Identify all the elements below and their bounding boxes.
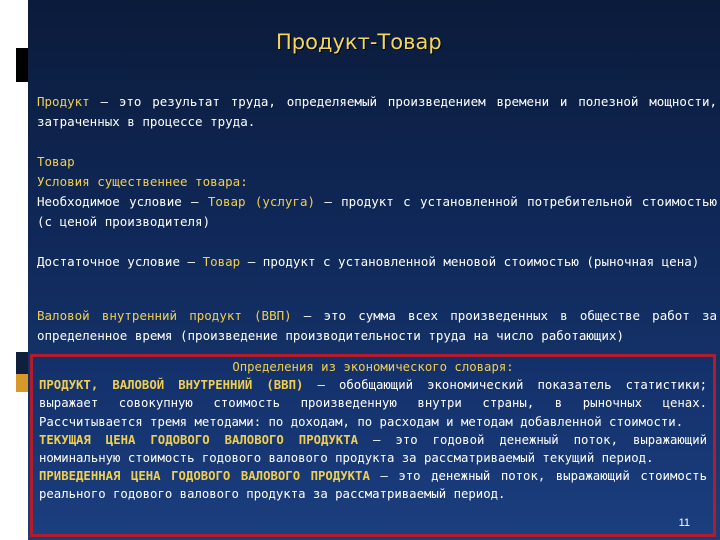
paragraph-necessary-condition xyxy=(37,192,717,232)
page-number: 11 xyxy=(678,517,690,529)
slide-body xyxy=(37,92,717,346)
paragraph-product xyxy=(37,92,717,132)
term: ПРИВЕДЕННАЯ ЦЕНА ГОДОВОГО ВАЛОВОГО ПРОДУКТА xyxy=(39,469,370,484)
term: Товар xyxy=(202,254,241,269)
definition-text: — это годовой денежный поток, выражающий номинальную стоимость годового валового продукта за рассматриваемый текущий период. xyxy=(39,432,707,466)
prefix-text: Необходимое условие – xyxy=(37,194,208,209)
definition-text: — это сумма всех произведенных в обществе работ за определенное время (произведение производительности труда на число работающих) xyxy=(37,308,717,343)
definition-item xyxy=(39,467,707,503)
slide-title: Продукт-Товар xyxy=(276,30,442,54)
paragraph-goods-term: Товар xyxy=(37,154,75,169)
prefix-text: Достаточное условие – xyxy=(37,254,203,269)
decorative-block xyxy=(16,82,28,90)
definitions-heading: Определения из экономического словаря: xyxy=(232,360,514,374)
paragraph-sufficient-condition xyxy=(37,252,717,272)
decorative-block xyxy=(16,352,28,374)
definition-text: — это денежный поток, выражающий стоимость реального годового валового продукта за рассматриваемый период. xyxy=(39,469,707,502)
definition-text: — это результат труда, определяемый произведением времени и полезной мощности, затраченных в процессе труда. xyxy=(37,94,717,129)
term: Валовой внутренний продукт (ВВП) xyxy=(37,308,292,323)
decorative-block xyxy=(16,48,28,82)
term: ПРОДУКТ, ВАЛОВОЙ ВНУТРЕННИЙ (ВВП) xyxy=(39,378,304,393)
term: Товар (услуга) xyxy=(207,194,316,209)
decorative-block xyxy=(16,374,28,392)
dictionary-definitions-box xyxy=(30,354,716,537)
term: ТЕКУЩАЯ ЦЕНА ГОДОВОГО ВАЛОВОГО ПРОДУКТА xyxy=(39,432,359,447)
paragraph-gdp xyxy=(37,306,717,346)
definition-text: — продукт с установленной потребительной стоимостью (с ценой производителя) xyxy=(37,194,717,229)
term: Продукт xyxy=(37,94,90,109)
definition-text: – продукт с установленной меновой стоимостью (рыночная цена) xyxy=(240,254,700,269)
definition-text: — обобщающий экономический показатель статистики; выражает совокупную стоимость произведенную внутри страны, в рыночных ценах. Рассчитывается тремя методами: по доходам, по расходам и методам добавленной стоимости. xyxy=(39,378,708,429)
left-margin-bar xyxy=(0,0,28,540)
paragraph-conditions-heading: Условия существеннее товара: xyxy=(37,174,248,189)
definition-item xyxy=(39,431,707,467)
definition-item xyxy=(39,376,707,431)
